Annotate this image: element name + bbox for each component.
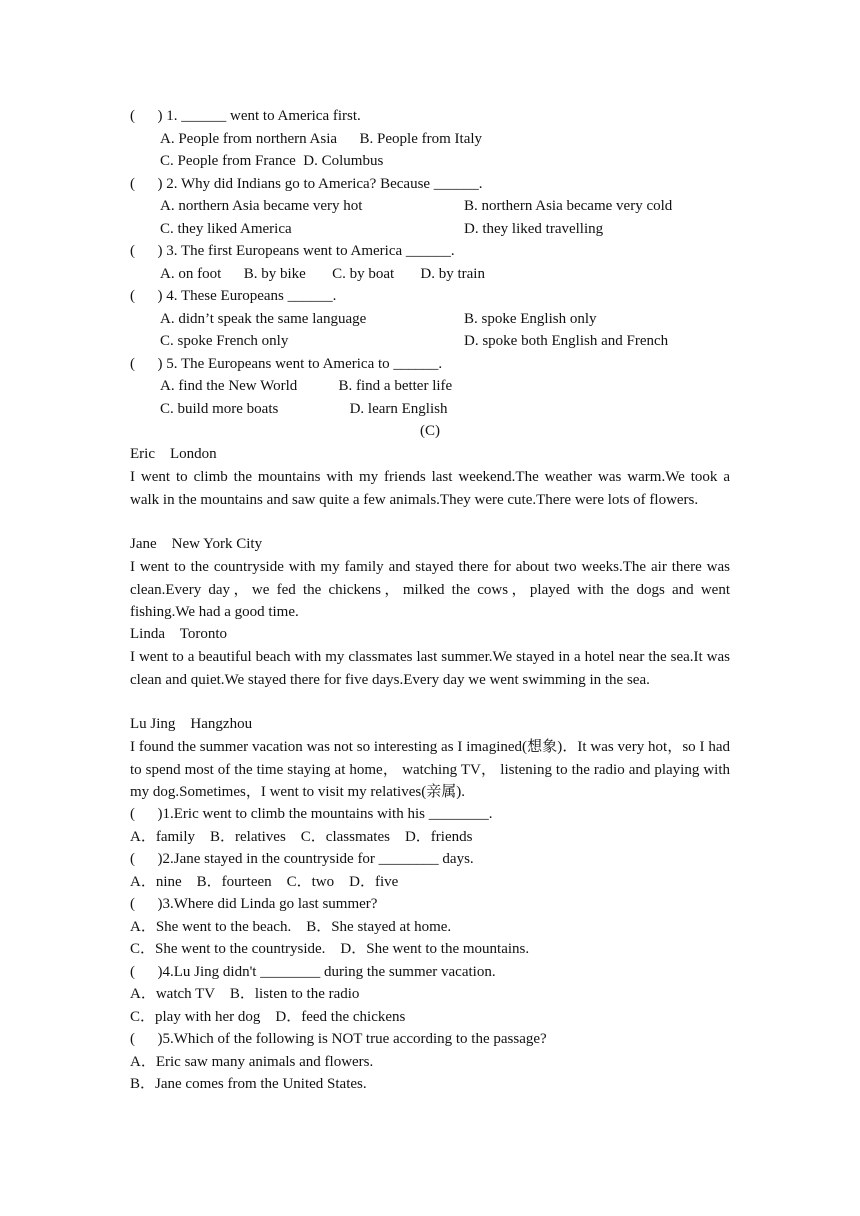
- question-stem: ( ) 5. The Europeans went to America to ______.: [130, 356, 443, 372]
- question-option: B. northern Asia became very cold: [464, 198, 673, 214]
- question-options: A．She went to the beach. B．She stayed at home.: [130, 919, 452, 935]
- passage-author: Eric London: [130, 446, 217, 462]
- question-options: A．family B．relatives C．classmates D．friends: [130, 829, 473, 845]
- question-option: B. spoke English only: [464, 311, 597, 327]
- question-options: C．She went to the countryside. D．She went to the mountains.: [130, 941, 530, 957]
- passage-author: Lu Jing Hangzhou: [130, 716, 253, 732]
- passage-author: Jane New York City: [130, 536, 263, 552]
- question-stem: ( )3.Where did Linda go last summer?: [130, 896, 378, 912]
- passage-text: I went to the countryside with my family and stayed there for about two weeks.The air there was clean.Every day，we fed the chickens，milked the cows，played with the dogs and went fishing.We had a good time.: [130, 559, 730, 620]
- question-options: A．Eric saw many animals and flowers.: [130, 1054, 374, 1070]
- question-option: C. they liked America: [160, 221, 292, 237]
- question-options: A. People from northern Asia B. People from Italy: [160, 131, 483, 147]
- question-stem: ( )2.Jane stayed in the countryside for ________ days.: [130, 851, 474, 867]
- question-options: B．Jane comes from the United States.: [130, 1076, 367, 1092]
- question-options: A．watch TV B．listen to the radio: [130, 986, 360, 1002]
- passage-text: I went to climb the mountains with my friends last weekend.The weather was warm.We took a walk in the mountains and saw quite a few animals.They were cute.There were lots of flowers.: [130, 469, 730, 508]
- section-title: (C): [420, 423, 440, 439]
- question-stem: ( ) 1. ______ went to America first.: [130, 108, 361, 124]
- question-stem: ( )5.Which of the following is NOT true according to the passage?: [130, 1031, 547, 1047]
- question-option: D. spoke both English and French: [464, 333, 669, 349]
- passage-text: I went to a beautiful beach with my classmates last summer.We stayed in a hotel near the sea.It was clean and quiet.We stayed there for five days.Every day we went swimming in the sea.: [130, 649, 730, 688]
- passage-text: I found the summer vacation was not so interesting as I imagined(想象)．It was very hot，so I had to spend most of the time staying at home， watching TV， listening to the radio and playing with my dog.Sometimes，I went to visit my relatives(亲属).: [130, 739, 730, 800]
- question-options: A. on foot B. by bike C. by boat D. by train: [160, 266, 485, 282]
- question-option: D. they liked travelling: [464, 221, 604, 237]
- question-stem: ( ) 3. The first Europeans went to America ______.: [130, 243, 455, 259]
- question-options: C. People from France D. Columbus: [160, 153, 384, 169]
- question-option: C. spoke French only: [160, 333, 289, 349]
- question-stem: ( )4.Lu Jing didn't ________ during the summer vacation.: [130, 964, 496, 980]
- question-option: A. didn’t speak the same language: [160, 311, 367, 327]
- question-options: A. find the New World B. find a better life: [160, 378, 453, 394]
- question-options: A．nine B．fourteen C．two D．five: [130, 874, 399, 890]
- question-option: A. northern Asia became very hot: [160, 198, 363, 214]
- question-options: C. build more boats D. learn English: [160, 401, 448, 417]
- question-stem: ( ) 4. These Europeans ______.: [130, 288, 337, 304]
- question-options: C．play with her dog D．feed the chickens: [130, 1009, 406, 1025]
- question-stem: ( ) 2. Why did Indians go to America? Because ______.: [130, 176, 483, 192]
- question-stem: ( )1.Eric went to climb the mountains with his ________.: [130, 806, 493, 822]
- passage-author: Linda Toronto: [130, 626, 227, 642]
